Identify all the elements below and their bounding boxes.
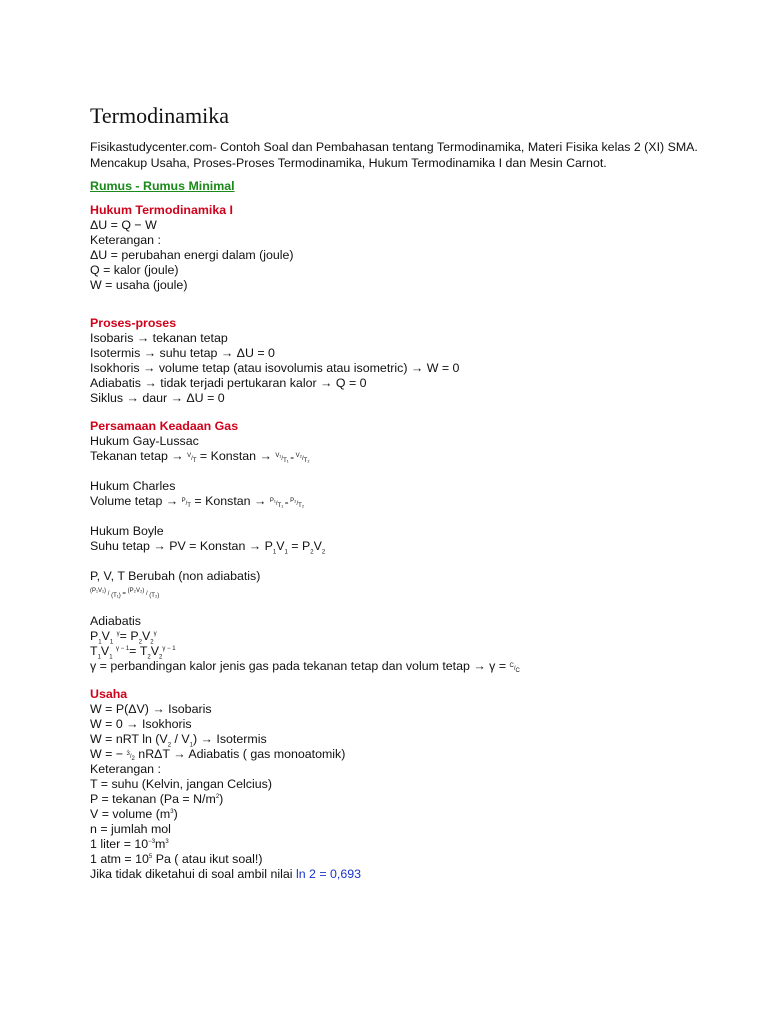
- keadaan-heading: Persamaan Keadaan Gas: [90, 419, 239, 433]
- hukum1-line: Q = kalor (joule): [90, 263, 179, 277]
- rumus-heading[interactable]: Rumus - Rumus Minimal: [90, 179, 235, 193]
- usaha-note-atm: 1 atm = $10^5$ Pa ( atau ikut soal!): [90, 852, 263, 866]
- charles-equation: Volume tetap → $^P/_T$ = Konstan → $^{P_1}/_{T_1} = ^{P_2}/_{T_2}$: [90, 494, 305, 510]
- usaha-last-line: Jika tidak diketahui di soal ambil nilai ln 2 = 0,693: [90, 867, 362, 881]
- ln2-link[interactable]: ln 2 = 0,693: [295, 867, 362, 881]
- hukum-termodinamika-section: [90, 203, 294, 293]
- adiabatis-label: Adiabatis: [90, 614, 141, 628]
- hukum1-line: Keterangan :: [90, 233, 161, 247]
- usaha-line: W = 0 → Isokhoris: [90, 717, 192, 731]
- gamma-definition: γ = perbandingan kalor jenis gas pada tekanan tetap dan volum tetap → $\gamma = ^C/_C$: [90, 659, 520, 675]
- pvt-equation: $^{(P_1V_1)}$ / $_{(T_1)}$ = $^{(P_2V_2)}$ / $_{(T_2)}$: [90, 588, 160, 600]
- pvt-label: P, V, T Berubah (non adiabatis): [90, 569, 261, 583]
- usaha-heading: Usaha: [90, 687, 128, 701]
- rumus-section: [90, 179, 235, 194]
- proses-line: Isokhoris → volume tetap (atau isovolumis atau isometric) → W = 0: [90, 361, 460, 375]
- hukum1-line: ΔU = perubahan energi dalam (joule): [90, 248, 294, 262]
- intro-paragraph: Fisikastudycenter.com- Contoh Soal dan Pembahasan tentang Termodinamika, Materi Fisika kelas 2 (XI) SMA. Mencakup Usaha, Proses-Proses Termodinamika, Hukum Termodinamika I dan Mesin Carnot.: [90, 140, 698, 170]
- hukum1-line: ΔU = Q − W: [90, 218, 157, 232]
- usaha-note: T = suhu (Kelvin, jangan Celcius): [90, 777, 272, 791]
- usaha-note-pressure: P = tekanan $(Pa = N/m^2)$: [90, 792, 224, 806]
- proses-section: [90, 316, 459, 406]
- usaha-keterangan: Keterangan :: [90, 762, 161, 776]
- adiabatis-eq1: $P_1V_1$ $^\gamma= P_2V_2^\gamma$: [90, 629, 157, 646]
- keadaan-section: [90, 419, 520, 674]
- page-title: Termodinamika: [90, 103, 229, 128]
- hukum1-line: W = usaha (joule): [90, 278, 188, 292]
- proses-line: Isobaris → tekanan tetap: [90, 331, 228, 345]
- proses-line: Adiabatis → tidak terjadi pertukaran kalor → Q = 0: [90, 376, 367, 390]
- gay-lussac-equation: Tekanan tetap → $^V/_T$ = Konstan → $^{V_1}/_{T_1} = ^{V_2}/_{T_2}$: [90, 449, 310, 465]
- boyle-equation: Suhu tetap → PV = Konstan → $P_1V_1 = P_2V_2$: [90, 539, 326, 556]
- gay-lussac-label: Hukum Gay-Lussac: [90, 434, 199, 448]
- proses-line: Isotermis → suhu tetap → ΔU = 0: [90, 346, 275, 360]
- usaha-note-liter: 1 liter = $10^{-3}m^3$: [90, 837, 169, 851]
- boyle-label: Hukum Boyle: [90, 524, 164, 538]
- usaha-note-volume: V = volume $(m^3)$: [90, 807, 178, 821]
- proses-heading: Proses-proses: [90, 316, 177, 330]
- hukum1-heading: Hukum Termodinamika I: [90, 203, 233, 217]
- usaha-isotermis: W = nRT $\ln (V_2 / V_1)$ → Isotermis: [90, 732, 267, 749]
- usaha-adiabatis: W = − $^3/_2$ nRΔT → Adiabatis ( gas monoatomik): [90, 747, 346, 763]
- charles-label: Hukum Charles: [90, 479, 176, 493]
- proses-line: Siklus → daur → ΔU = 0: [90, 391, 225, 405]
- usaha-line: W = P(ΔV) → Isobaris: [90, 702, 212, 716]
- usaha-note: n = jumlah mol: [90, 822, 171, 836]
- usaha-section: [90, 687, 361, 882]
- adiabatis-eq2: $T_1V_1$ $^{\gamma - 1}= T_2V_2^{\gamma - 1}$: [90, 644, 176, 661]
